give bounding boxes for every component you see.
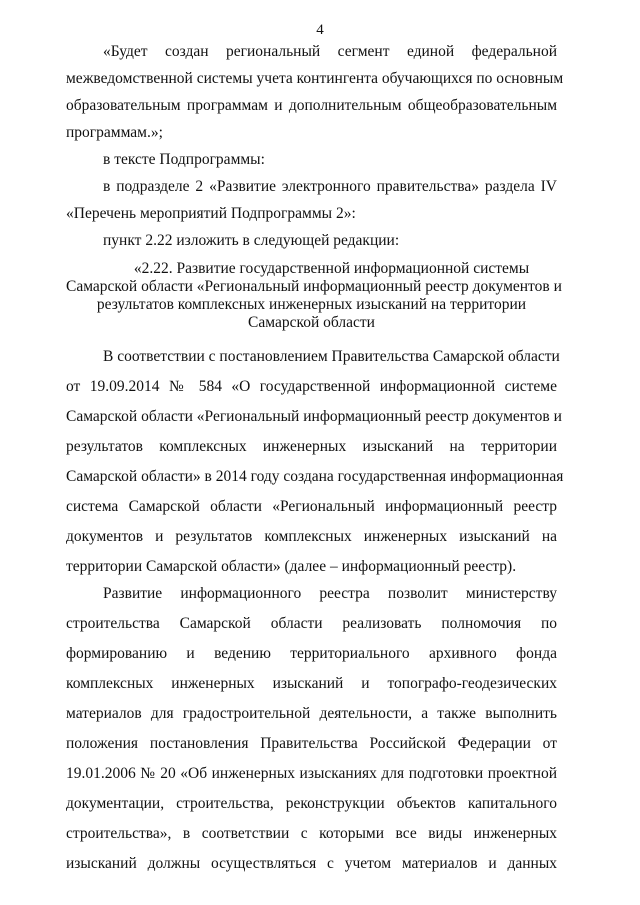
section-heading (66, 260, 562, 332)
page-number: 4 (316, 22, 324, 38)
intro-quote-line: образовательным программам и дополнительным общеобразовательным (66, 97, 557, 114)
paragraph-line: В соответствии с постановлением Правительства Самарской области (103, 348, 560, 365)
paragraph-line: Самарской области «Региональный информационный реестр документов и (66, 408, 562, 425)
paragraph-line: Самарской области» в 2014 году создана государственная информационная (66, 468, 564, 485)
intro-quote-line: «Будет создан региональный сегмент единой федеральной (103, 43, 557, 60)
body-paragraph (66, 584, 557, 874)
instruction-line: в подразделе 2 «Развитие электронного правительства» раздела IV (103, 178, 557, 195)
paragraph-line: положения постановления Правительства Российской Федерации от (66, 735, 557, 752)
paragraph-line: комплексных инженерных изысканий и топографо-геодезических (66, 675, 557, 692)
intro-quote (66, 42, 564, 143)
instruction-text: в тексте Подпрограммы: (103, 151, 265, 168)
paragraph-line: система Самарской области «Региональный информационный реестр (66, 498, 557, 515)
paragraph-line: документации, строительства, реконструкции объектов капитального (66, 795, 557, 812)
paragraph-line: материалов для градостроительной деятельности, а также выполнить (66, 705, 557, 722)
paragraph-line: документов и результатов комплексных инженерных изысканий на (66, 528, 557, 545)
section-heading-line: результатов комплексных инженерных изысканий на территории (96, 296, 527, 313)
paragraph-line: от 19.09.2014 № 584 «О государственной информационной системе (66, 378, 557, 395)
instruction-text: пункт 2.22 изложить в следующей редакции: (103, 232, 400, 249)
paragraph-line: территории Самарской области» (далее – информационный реестр). (66, 558, 517, 575)
intro-quote-line: программам.»; (66, 124, 163, 141)
paragraph-line: строительства», в соответствии с которыми все виды инженерных (66, 825, 557, 842)
body-paragraph (66, 347, 564, 577)
intro-quote-line: межведомственной системы учета контингента обучающихся по основным (66, 70, 564, 87)
paragraph-line: результатов комплексных инженерных изысканий на территории (66, 438, 557, 455)
paragraph-line: изысканий должны осуществляться с учетом материалов и данных (66, 855, 557, 872)
section-heading-line: Самарской области «Региональный информационный реестр документов и (66, 278, 562, 295)
instruction-line: «Перечень мероприятий Подпрограммы 2»: (66, 205, 356, 222)
paragraph-line: строительства Самарской области реализовать полномочия по (66, 615, 557, 632)
paragraph-line: формированию и ведению территориального архивного фонда (66, 645, 557, 662)
paragraph-line: Развитие информационного реестра позволит министерству (103, 585, 557, 602)
instruction-subsection (66, 177, 557, 224)
section-heading-line: «2.22. Развитие государственной информационной системы (133, 260, 530, 277)
section-heading-line: Самарской области (248, 314, 375, 331)
paragraph-line: 19.01.2006 № 20 «Об инженерных изысканиях для подготовки проектной (66, 765, 557, 782)
